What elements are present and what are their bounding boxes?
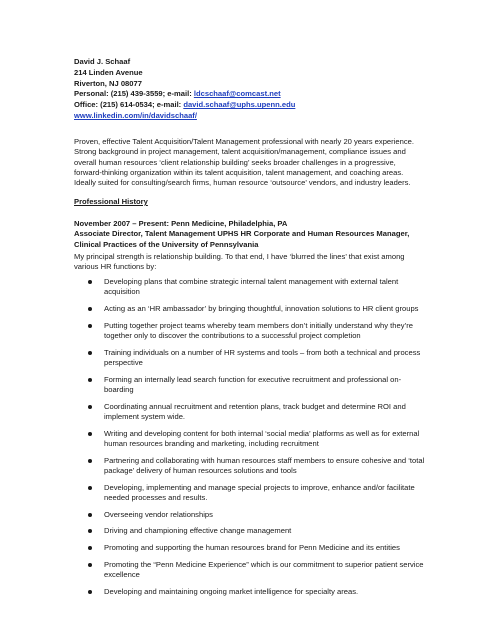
bullet-icon (88, 280, 92, 284)
personal-email-link[interactable]: ldcschaaf@comcast.net (193, 89, 281, 99)
job-title: Associate Director, Talent Management UPHS HR Corporate and Human Resources Manager, Clinical Practices of the University of Pennsylvania (74, 229, 410, 249)
contact-name: David J. Schaaf (74, 57, 131, 66)
list-item (87, 429, 427, 450)
section-heading-professional-history: Professional History (74, 197, 148, 206)
contact-personal-line (74, 89, 295, 100)
list-item (87, 587, 427, 597)
job-dates: November 2007 – Present: Penn Medicine, Philadelphia, PA (74, 219, 288, 228)
list-item-text: Developing plans that combine strategic internal talent management with external talent acquisition (104, 277, 399, 297)
contact-office-line (74, 100, 295, 111)
contact-block (74, 57, 295, 122)
list-item (87, 543, 427, 553)
list-item-text: Developing and maintaining ongoing market intelligence for specialty areas. (104, 586, 359, 596)
list-item-text: Putting together project teams whereby team members don’t initially understand why they’re together only to discover the contributions to a successful project completion (104, 320, 413, 340)
office-phone-label: Office: (215) 614-0534; e-mail: (74, 100, 184, 110)
list-item (87, 348, 427, 369)
list-item-text: Coordinating annual recruitment and retention plans, track budget and determine ROI and implement system wide. (104, 401, 406, 421)
bullet-icon (88, 546, 92, 550)
bullet-icon (88, 563, 92, 567)
list-item-text: Partnering and collaborating with human resources staff members to ensure cohesive and ‘total package’ delivery of human resources solutions and tools (104, 455, 425, 475)
list-item-text: Forming an internally lead search function for executive recruitment and professional on-boarding (104, 374, 402, 394)
job-intro: My principal strength is relationship building. To that end, I have ‘blurred the lines’ that exist among various HR functions by: (74, 252, 405, 272)
bullet-icon (88, 378, 92, 382)
bullet-icon (88, 405, 92, 409)
contact-linkedin-line (74, 111, 295, 122)
contact-street: 214 Linden Avenue (74, 67, 143, 77)
list-item-text: Overseeing vendor relationships (104, 509, 213, 519)
list-item-text: Developing, implementing and manage special projects to improve, enhance and/or facilitate needed processes and results. (104, 482, 415, 502)
bullet-icon (88, 432, 92, 436)
bullet-icon (88, 590, 92, 594)
office-email-link[interactable]: david.schaaf@uphs.upenn.edu (183, 100, 296, 110)
bullet-icon (88, 351, 92, 355)
linkedin-link[interactable]: www.linkedin.com/in/davidschaaf/ (74, 110, 197, 120)
list-item-text: Acting as an ‘HR ambassador’ by bringing thoughtful, innovation solutions to HR client groups (104, 303, 419, 313)
list-item (87, 304, 427, 314)
personal-phone-label: Personal: (215) 439-3559; e-mail: (74, 89, 194, 99)
bullet-icon (88, 513, 92, 517)
list-item (87, 375, 427, 396)
list-item-text: Promoting the “Penn Medicine Experience” which is our commitment to superior patient service excellence (104, 559, 424, 579)
summary-paragraph: Proven, effective Talent Acquisition/Talent Management professional with nearly 20 years experience. Strong background in project management, talent acquisition/management, compliance issues and overall human resources ‘client relationship building’ seeks broader challenges in a progressive, forward-thinking organization within its talent acquisition, talent management, and coaching areas. Ideally suited for consulting/search firms, human resource ‘outsource’ vendors, and industry leaders. (74, 137, 414, 188)
list-item-text: Training individuals on a number of HR systems and tools – from both a technical and process perspective (104, 347, 421, 367)
bullet-icon (88, 486, 92, 490)
list-item (87, 483, 427, 504)
contact-city: Riverton, NJ 08077 (74, 78, 142, 88)
responsibility-list (87, 277, 427, 603)
bullet-icon (88, 307, 92, 311)
list-item-text: Driving and championing effective change management (104, 526, 292, 536)
list-item (87, 526, 427, 536)
bullet-icon (88, 324, 92, 328)
list-item (87, 277, 427, 298)
list-item (87, 510, 427, 520)
list-item (87, 321, 427, 342)
bullet-icon (88, 459, 92, 463)
list-item-text: Writing and developing content for both internal ‘social media’ platforms as well as for external human resources branding and marketing, including recruitment (104, 428, 420, 448)
list-item-text: Promoting and supporting the human resources brand for Penn Medicine and its entities (104, 542, 400, 552)
list-item (87, 402, 427, 423)
bullet-icon (88, 529, 92, 533)
list-item (87, 456, 427, 477)
list-item (87, 560, 427, 581)
job-header (74, 219, 424, 250)
